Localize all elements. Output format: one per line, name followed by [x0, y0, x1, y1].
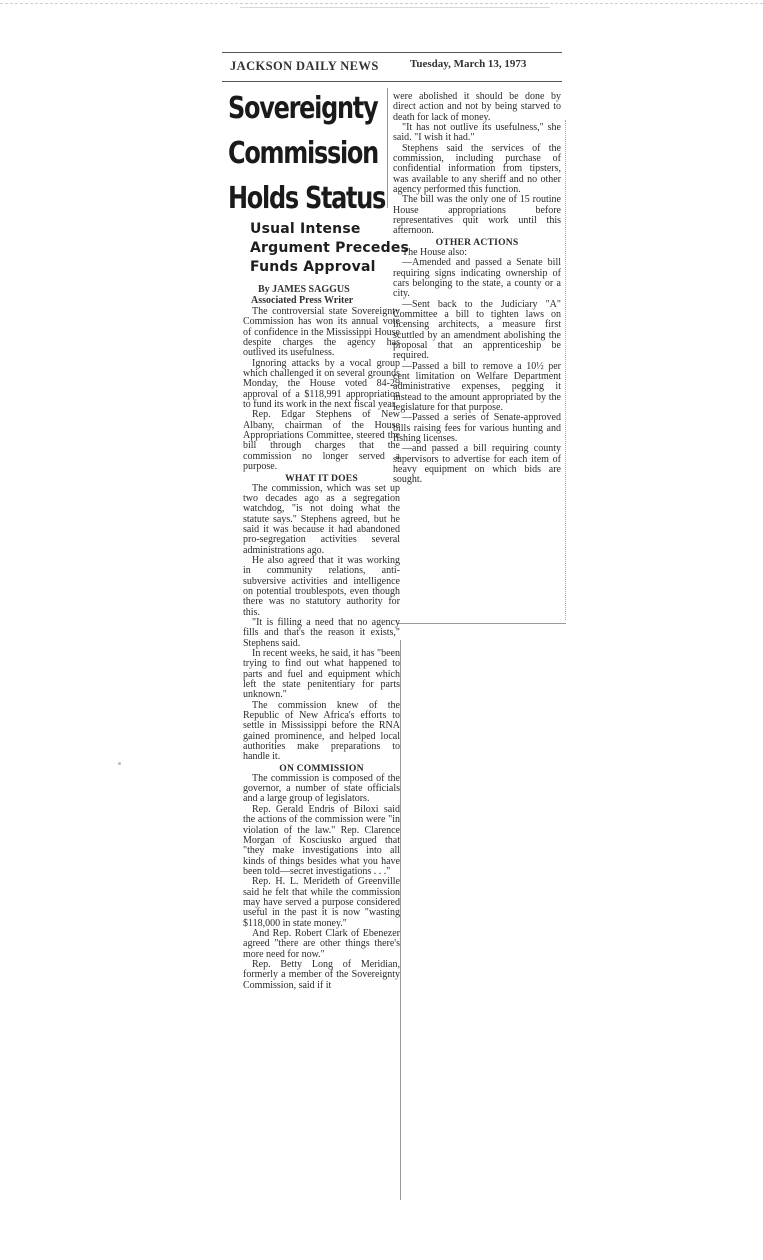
byline-author: By JAMES SAGGUS [258, 284, 350, 295]
article-paragraph: —Amended and passed a Senate bill requiring signs indicating ownership of cars belonging to the state, a county or a city. [393, 257, 561, 300]
masthead [222, 52, 562, 82]
article-paragraph: The controversial state Sovereignty Commission has won its annual vote of confidence in the Mississippi House despite charges the agency has outlived its usefulness. [243, 306, 400, 359]
section-subheading: OTHER ACTIONS [435, 236, 519, 248]
article-paragraph: —Passed a series of Senate-approved bills raising fees for various hunting and fishing licenses. [393, 412, 561, 444]
article-paragraph: Rep. Edgar Stephens of New Albany, chairman of the House Appropriations Committee, steered the bill through charges that the commission no longer served a purpose. [243, 409, 400, 473]
article-paragraph: Ignoring attacks by a vocal group which challenged it on several grounds Monday, the House voted 84-29 approval of a $118,991 appropriation to fund its work in the next fiscal year. [243, 357, 400, 411]
headline-line: Sovereignty [228, 91, 378, 126]
byline-role: Associated Press Writer [251, 295, 354, 306]
article-paragraph: were abolished it should be done by direct action and not by being starved to death for lack of money. [393, 91, 561, 123]
article-paragraph: —Sent back to the Judiciary "A" Committee a bill to tighten laws on licensing architects, a measure first scuttled by an amendment abolishing the proposal that an apprenticeship be required. [393, 298, 561, 362]
byline [251, 284, 354, 306]
newspaper-name: JACKSON DAILY NEWS [230, 59, 379, 73]
subhead-line: Funds Approval [250, 259, 376, 275]
article-paragraph: Rep. Gerald Endris of Biloxi said the actions of the commission were "in violation of the law." Rep. Clarence Morgan of Kosciusko argued that "they make investigations into all kinds of things besides what you have been told—secret investigations . . ." [243, 803, 400, 877]
article-column-2 [393, 92, 561, 486]
article-paragraph: The commission knew of the Republic of New Africa's efforts to settle in Mississippi before the RNA gained prominence, and helped local authorities make preparations to handle it. [243, 699, 400, 763]
scan-edge-dashes [0, 3, 763, 4]
column-edge-rule [565, 120, 566, 620]
article-paragraph: —Passed a bill to remove a 10½ per cent limitation on Welfare Department administrative expenses, pegging it instead to the amount appropriated by the legislature for that purpose. [393, 360, 561, 413]
section-subheading: WHAT IT DOES [285, 472, 358, 484]
article-paragraph: Rep. H. L. Merideth of Greenville said he felt that while the commission may have served a purpose considered useful in the past it is now "wasting $118,000 in state money." [243, 876, 400, 929]
subhead-line: Argument Precedes [250, 240, 410, 256]
article-headline [228, 86, 386, 221]
section-subheading: ON COMMISSION [279, 762, 364, 774]
headline-line: Holds Status [228, 181, 386, 216]
article-column-1 [243, 307, 400, 991]
article-paragraph: Stephens said the services of the commission, including purchase of confidential information from tipsters, was available to any sheriff and no other agency performed this function. [393, 142, 561, 196]
article-paragraph: And Rep. Robert Clark of Ebenezer agreed "there are other things there's more need for now." [243, 927, 400, 960]
article-paragraph: He also agreed that it was working in community relations, anti-subversive activities and intelligence on potential troublespots, even though there was no statutory authority for this. [243, 554, 400, 618]
article-paragraph: "It is filling a need that no agency fills and that's the reason it exists," Stephens said. [243, 616, 400, 649]
publication-date: Tuesday, March 13, 1973 [410, 58, 527, 70]
article-subhead [250, 220, 410, 277]
scan-edge-line [240, 7, 550, 8]
article-paragraph: The commission, which was set up two decades ago as a segregation watchdog, "is not doing what the statute says." Stephens agreed, but he said it was because it had abandoned pro-segregation activities several administrations ago. [243, 482, 400, 556]
column-rule [400, 640, 401, 1200]
article-paragraph: The commission is composed of the governor, a number of state officials and a large group of legislators. [243, 772, 400, 805]
article-paragraph: "It has not outlive its usefulness," she said. "I wish it had." [393, 122, 561, 144]
article-paragraph: The bill was the only one of 15 routine House appropriations before representatives quit work until this afternoon. [393, 194, 561, 237]
headline-line: Commission [228, 136, 378, 171]
article-paragraph: In recent weeks, he said, it has "been trying to find out what happened to parts and fuel and equipment which left the state penitentiary for parts unknown." [243, 648, 400, 701]
article-paragraph: —and passed a bill requiring county supervisors to advertise for each item of heavy equipment on which bids are sought. [393, 443, 561, 486]
article-paragraph: Rep. Betty Long of Meridian, formerly a member of the Sovereignty Commission, said if it [243, 958, 400, 991]
scan-speck [118, 762, 121, 765]
column-rule [387, 88, 388, 208]
article-paragraph: The House also: [402, 246, 467, 258]
subhead-line: Usual Intense [250, 221, 361, 237]
article-end-rule [398, 623, 566, 624]
